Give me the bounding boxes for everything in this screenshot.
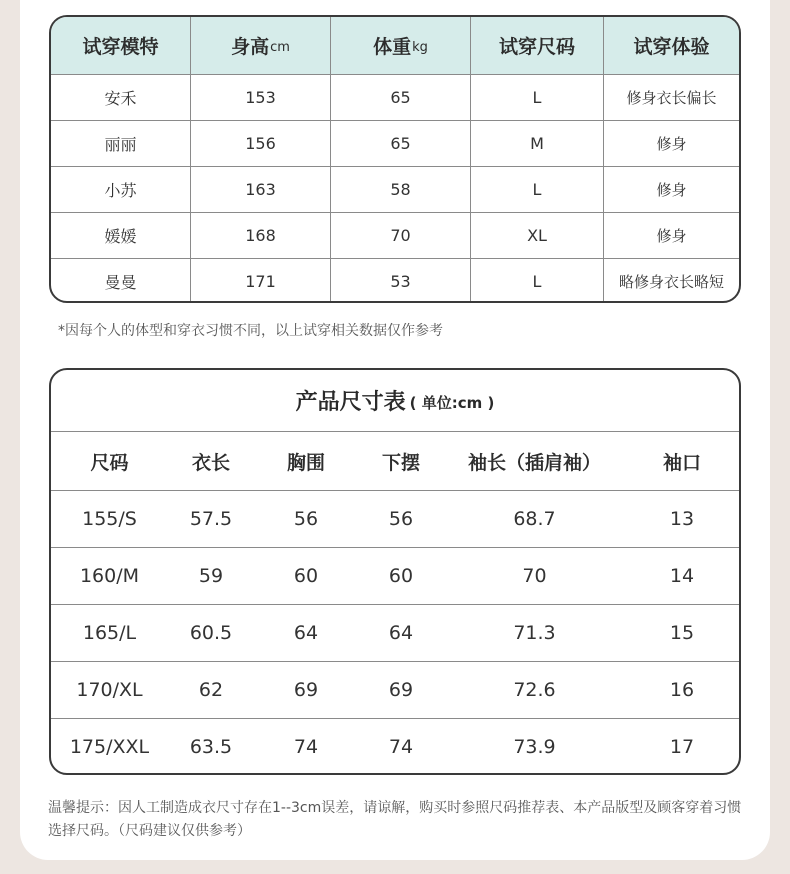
model-experience: 修身 — [603, 213, 739, 258]
model-experience: 修身 — [603, 167, 739, 212]
table-row — [51, 490, 739, 547]
size-table-title — [51, 370, 739, 432]
model-experience: 修身衣长偏长 — [603, 75, 739, 120]
header-chest: 胸围 — [286, 451, 325, 474]
model-weight: 65 — [330, 75, 470, 120]
table-row — [51, 718, 739, 775]
table-row — [51, 547, 739, 604]
model-weight: 58 — [330, 167, 470, 212]
model-name: 媛媛 — [104, 227, 137, 246]
chest-value: 69 — [293, 679, 319, 701]
hem-value: 64 — [388, 622, 414, 644]
header-weight-unit: kg — [412, 40, 428, 55]
table-row — [51, 166, 739, 212]
size-label: 170/XL — [76, 679, 143, 701]
length-value: 63.5 — [189, 736, 233, 758]
header-experience: 试穿体验 — [603, 17, 739, 74]
size-label: 155/S — [82, 508, 137, 530]
sleeve-value: 68.7 — [513, 508, 556, 530]
model-size: L — [470, 167, 603, 212]
header-length: 衣长 — [191, 451, 230, 474]
model-size: XL — [470, 213, 603, 258]
model-height: 171 — [190, 259, 330, 303]
chest-value: 60 — [293, 565, 319, 587]
model-name: 曼曼 — [104, 273, 137, 292]
sleeve-value: 70 — [522, 565, 547, 587]
chest-value: 64 — [293, 622, 319, 644]
cuff-value: 15 — [669, 622, 695, 644]
cuff-value: 16 — [669, 679, 695, 701]
cuff-value: 14 — [669, 565, 695, 587]
size-table-header — [51, 432, 739, 490]
table-row — [51, 604, 739, 661]
model-size: L — [470, 259, 603, 303]
hem-value: 69 — [388, 679, 414, 701]
hem-value: 60 — [388, 565, 414, 587]
model-experience: 修身 — [603, 121, 739, 166]
fitting-note: *因每个人的体型和穿衣习惯不同，以上试穿相关数据仅作参考 — [58, 323, 443, 339]
table-row — [51, 661, 739, 718]
size-table-title-text: 产品尺寸表 — [295, 390, 406, 415]
header-model: 试穿模特 — [82, 36, 159, 58]
warm-tip: 温馨提示：因人工制造成衣尺寸存在1--3cm误差，请谅解，购买时参照尺码推荐表、本产品版型及顾客穿着习惯选择尺码。（尺码建议仅供参考） — [48, 800, 742, 839]
model-name: 小苏 — [104, 181, 137, 200]
header-sleeve: 袖长（插肩袖） — [467, 451, 601, 474]
table-row — [51, 120, 739, 166]
model-weight: 53 — [330, 259, 470, 303]
header-hem: 下摆 — [381, 451, 420, 474]
cuff-value: 17 — [669, 736, 695, 758]
table-row — [51, 74, 739, 120]
hem-value: 56 — [388, 508, 414, 530]
chest-value: 74 — [293, 736, 319, 758]
header-height-unit: cm — [270, 40, 290, 55]
header-size: 试穿尺码 — [470, 17, 603, 74]
table-row — [51, 212, 739, 258]
length-value: 59 — [198, 565, 224, 587]
model-weight: 65 — [330, 121, 470, 166]
sleeve-value: 71.3 — [513, 622, 556, 644]
table-row — [51, 258, 739, 303]
size-table-unit: ( 单位:cm ) — [409, 394, 495, 412]
hem-value: 74 — [388, 736, 414, 758]
size-label: 175/XXL — [69, 736, 150, 758]
size-table — [49, 368, 741, 775]
fitting-table-header — [51, 17, 739, 74]
model-size: M — [470, 121, 603, 166]
model-height: 168 — [190, 213, 330, 258]
fitting-table — [49, 15, 741, 303]
model-experience: 略修身衣长略短 — [603, 259, 739, 303]
model-weight: 70 — [330, 213, 470, 258]
sleeve-value: 72.6 — [513, 679, 556, 701]
length-value: 57.5 — [189, 508, 233, 530]
header-height: 身高 cm — [190, 17, 330, 74]
cuff-value: 13 — [669, 508, 695, 530]
model-height: 153 — [190, 75, 330, 120]
header-cuff: 袖口 — [662, 451, 701, 474]
size-label: 160/M — [79, 565, 140, 587]
model-name: 安禾 — [104, 89, 137, 108]
header-weight: 体重 kg — [330, 17, 470, 74]
model-height: 163 — [190, 167, 330, 212]
model-height: 156 — [190, 121, 330, 166]
header-size: 尺码 — [90, 451, 129, 474]
length-value: 60.5 — [189, 622, 233, 644]
length-value: 62 — [198, 679, 224, 701]
size-label: 165/L — [82, 622, 137, 644]
model-size: L — [470, 75, 603, 120]
sleeve-value: 73.9 — [513, 736, 556, 758]
chest-value: 56 — [293, 508, 319, 530]
model-name: 丽丽 — [104, 135, 137, 154]
